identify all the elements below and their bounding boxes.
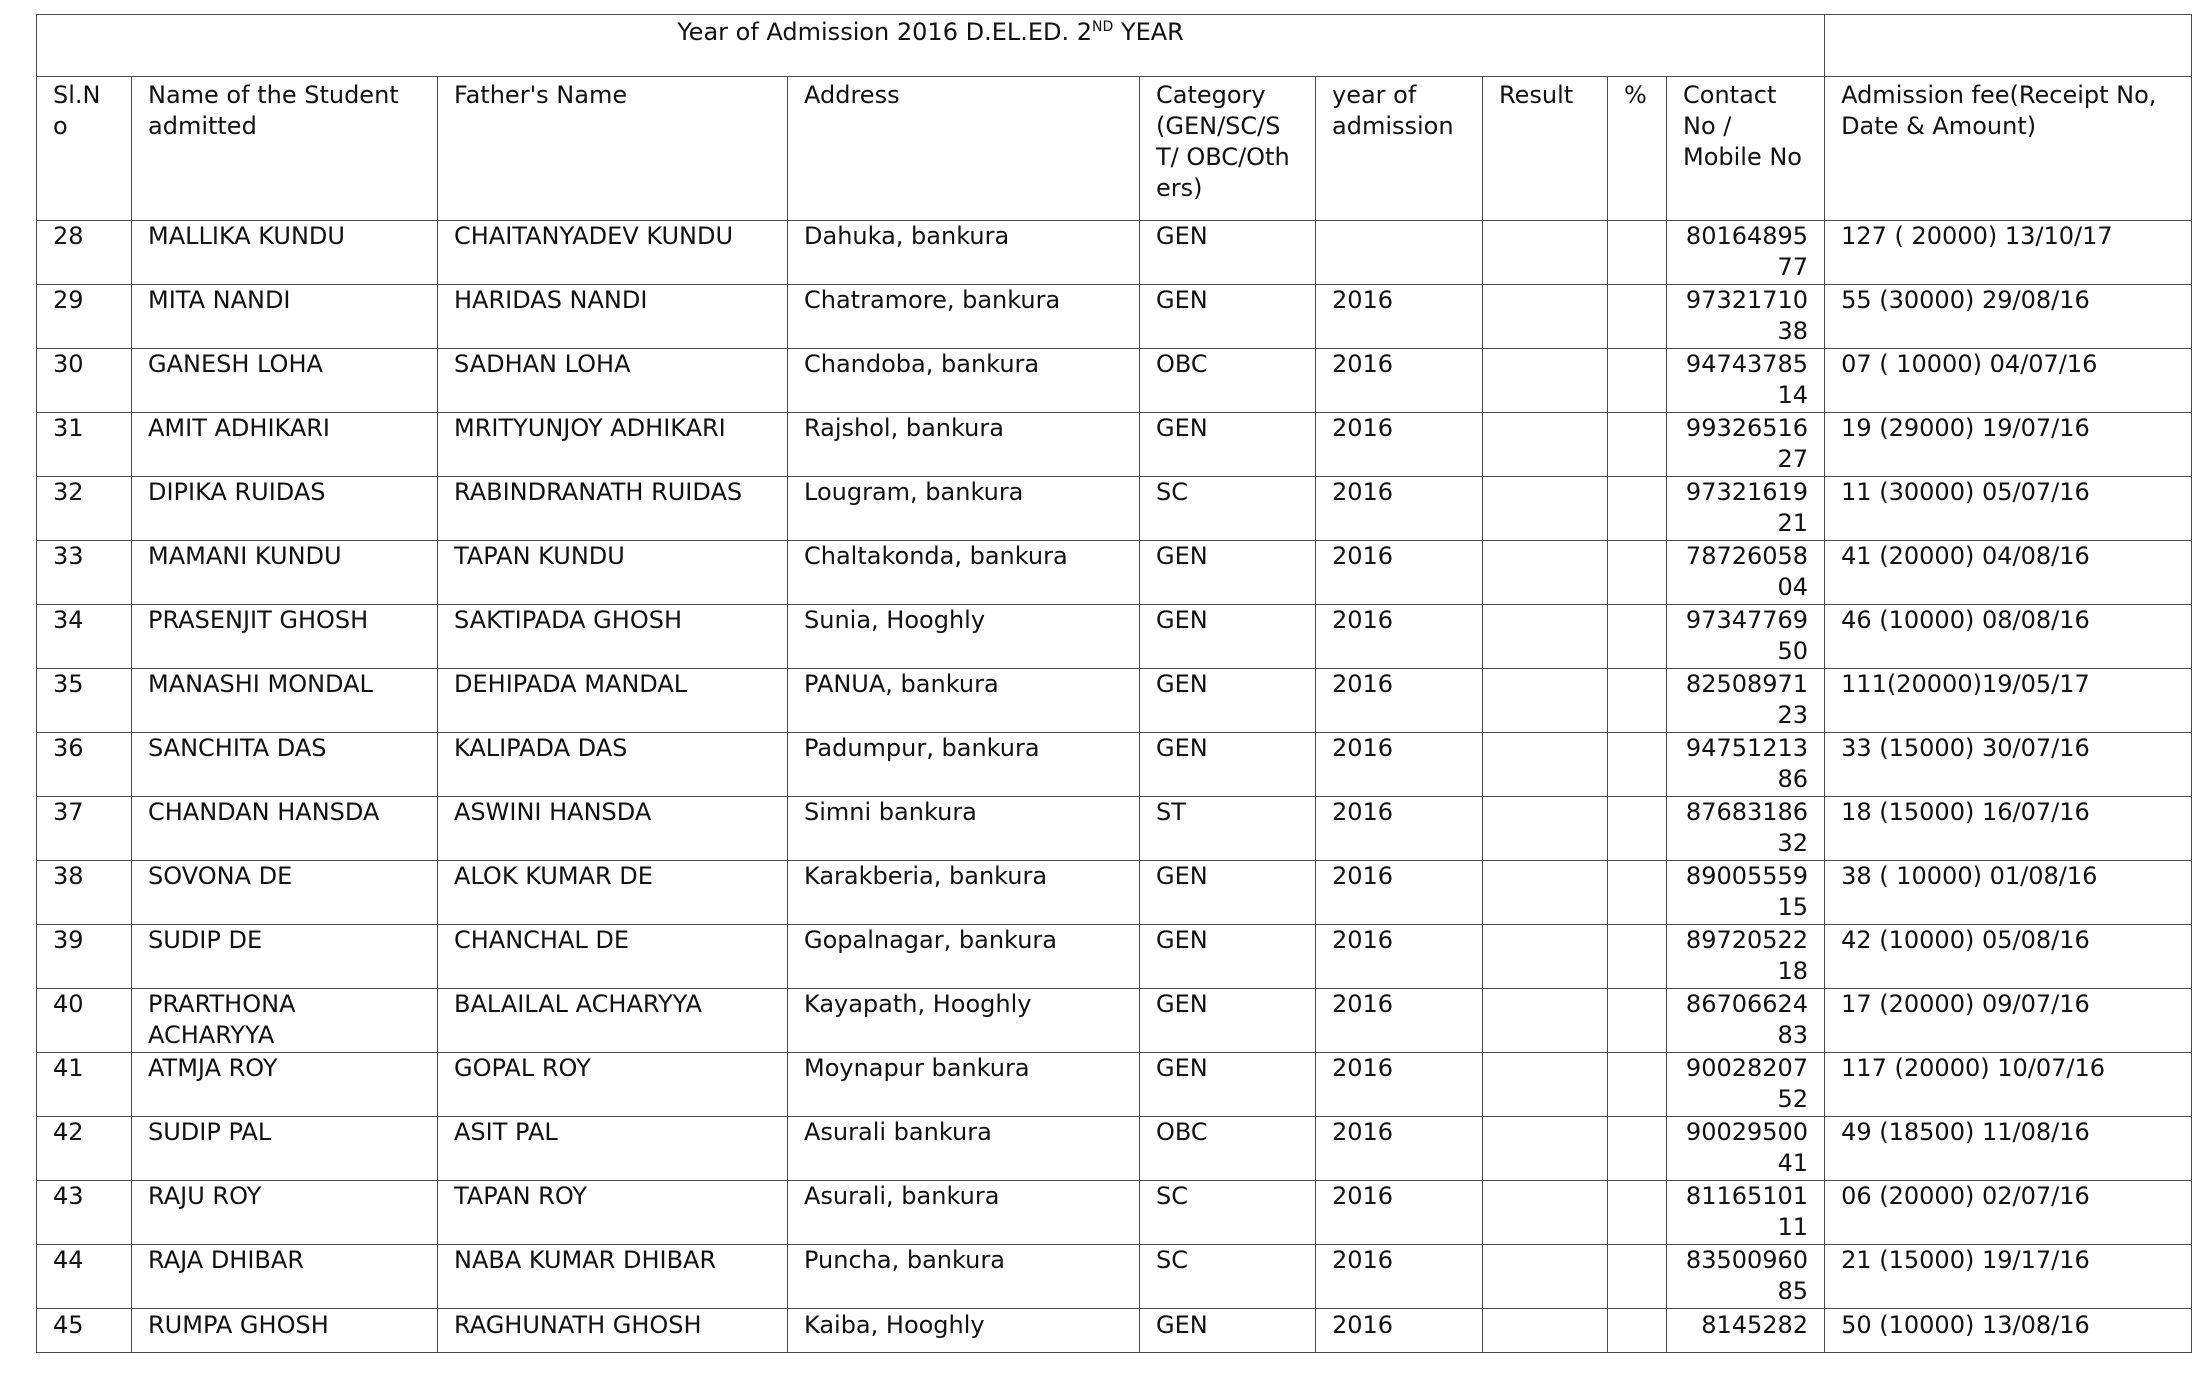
cell-category: OBC	[1140, 1117, 1316, 1181]
cell-category: GEN	[1140, 1309, 1316, 1353]
cell-result	[1483, 925, 1608, 989]
cell-sl: 34	[37, 605, 132, 669]
cell-percent	[1608, 925, 1667, 989]
cell-address: Asurali, bankura	[788, 1181, 1140, 1245]
title-blank-cell	[1825, 15, 2192, 77]
cell-student-name: SUDIP DE	[132, 925, 438, 989]
header-father: Father's Name	[438, 77, 788, 221]
cell-result	[1483, 733, 1608, 797]
cell-address: Rajshol, bankura	[788, 413, 1140, 477]
cell-sl: 31	[37, 413, 132, 477]
cell-contact: 8768318632	[1667, 797, 1825, 861]
cell-student-name: ATMJA ROY	[132, 1053, 438, 1117]
cell-category: OBC	[1140, 349, 1316, 413]
table-row	[37, 541, 2192, 605]
cell-student-name: SOVONA DE	[132, 861, 438, 925]
cell-percent	[1608, 797, 1667, 861]
cell-student-name: DIPIKA RUIDAS	[132, 477, 438, 541]
cell-father-name: ASIT PAL	[438, 1117, 788, 1181]
cell-address: Chandoba, bankura	[788, 349, 1140, 413]
cell-father-name: SADHAN LOHA	[438, 349, 788, 413]
cell-address: Lougram, bankura	[788, 477, 1140, 541]
cell-year: 2016	[1316, 925, 1483, 989]
cell-admission-fee: 38 ( 10000) 01/08/16	[1825, 861, 2192, 925]
cell-percent	[1608, 1309, 1667, 1353]
cell-father-name: KALIPADA DAS	[438, 733, 788, 797]
table-row	[37, 285, 2192, 349]
cell-address: Simni bankura	[788, 797, 1140, 861]
cell-student-name: MANASHI MONDAL	[132, 669, 438, 733]
cell-year: 2016	[1316, 1245, 1483, 1309]
table-row	[37, 349, 2192, 413]
cell-result	[1483, 477, 1608, 541]
cell-father-name: ASWINI HANSDA	[438, 797, 788, 861]
cell-result	[1483, 989, 1608, 1053]
cell-year: 2016	[1316, 1117, 1483, 1181]
cell-admission-fee: 111(20000)19/05/17	[1825, 669, 2192, 733]
cell-father-name: ALOK KUMAR DE	[438, 861, 788, 925]
cell-student-name: MITA NANDI	[132, 285, 438, 349]
cell-address: Padumpur, bankura	[788, 733, 1140, 797]
cell-student-name: AMIT ADHIKARI	[132, 413, 438, 477]
cell-student-name: RAJU ROY	[132, 1181, 438, 1245]
cell-father-name: CHAITANYADEV KUNDU	[438, 221, 788, 285]
cell-year: 2016	[1316, 477, 1483, 541]
header-category: Category (GEN/SC/ST/ OBC/Others)	[1140, 77, 1316, 221]
cell-admission-fee: 50 (10000) 13/08/16	[1825, 1309, 2192, 1353]
cell-percent	[1608, 349, 1667, 413]
cell-percent	[1608, 669, 1667, 733]
cell-year: 2016	[1316, 413, 1483, 477]
cell-contact: 8116510111	[1667, 1181, 1825, 1245]
cell-result	[1483, 541, 1608, 605]
cell-father-name: SAKTIPADA GHOSH	[438, 605, 788, 669]
cell-student-name: PRARTHONA ACHARYYA	[132, 989, 438, 1053]
cell-father-name: NABA KUMAR DHIBAR	[438, 1245, 788, 1309]
cell-contact: 8145282	[1667, 1309, 1825, 1353]
cell-result	[1483, 413, 1608, 477]
cell-address: Kayapath, Hooghly	[788, 989, 1140, 1053]
cell-percent	[1608, 605, 1667, 669]
cell-sl: 42	[37, 1117, 132, 1181]
cell-year: 2016	[1316, 733, 1483, 797]
cell-result	[1483, 349, 1608, 413]
cell-year: 2016	[1316, 989, 1483, 1053]
cell-contact: 8900555915	[1667, 861, 1825, 925]
cell-address: PANUA, bankura	[788, 669, 1140, 733]
cell-result	[1483, 1117, 1608, 1181]
cell-sl: 36	[37, 733, 132, 797]
cell-contact: 8016489577	[1667, 221, 1825, 285]
cell-percent	[1608, 1053, 1667, 1117]
table-row	[37, 797, 2192, 861]
cell-contact: 9475121386	[1667, 733, 1825, 797]
cell-address: Gopalnagar, bankura	[788, 925, 1140, 989]
cell-percent	[1608, 413, 1667, 477]
cell-admission-fee: 41 (20000) 04/08/16	[1825, 541, 2192, 605]
cell-category: ST	[1140, 797, 1316, 861]
cell-sl: 28	[37, 221, 132, 285]
cell-student-name: MAMANI KUNDU	[132, 541, 438, 605]
cell-sl: 38	[37, 861, 132, 925]
table-row	[37, 989, 2192, 1053]
cell-category: SC	[1140, 1245, 1316, 1309]
cell-percent	[1608, 1245, 1667, 1309]
cell-admission-fee: 46 (10000) 08/08/16	[1825, 605, 2192, 669]
cell-sl: 40	[37, 989, 132, 1053]
cell-contact: 8350096085	[1667, 1245, 1825, 1309]
cell-contact: 8250897123	[1667, 669, 1825, 733]
cell-student-name: RAJA DHIBAR	[132, 1245, 438, 1309]
cell-address: Dahuka, bankura	[788, 221, 1140, 285]
cell-category: GEN	[1140, 925, 1316, 989]
cell-address: Puncha, bankura	[788, 1245, 1140, 1309]
table-row	[37, 925, 2192, 989]
header-contact: Contact No / Mobile No	[1667, 77, 1825, 221]
cell-category: GEN	[1140, 861, 1316, 925]
header-result: Result	[1483, 77, 1608, 221]
cell-address: Sunia, Hooghly	[788, 605, 1140, 669]
cell-address: Karakberia, bankura	[788, 861, 1140, 925]
cell-sl: 44	[37, 1245, 132, 1309]
cell-father-name: DEHIPADA MANDAL	[438, 669, 788, 733]
cell-category: GEN	[1140, 221, 1316, 285]
cell-admission-fee: 42 (10000) 05/08/16	[1825, 925, 2192, 989]
cell-admission-fee: 21 (15000) 19/17/16	[1825, 1245, 2192, 1309]
table-row	[37, 477, 2192, 541]
cell-sl: 37	[37, 797, 132, 861]
cell-student-name: GANESH LOHA	[132, 349, 438, 413]
cell-sl: 45	[37, 1309, 132, 1353]
cell-year: 2016	[1316, 861, 1483, 925]
cell-admission-fee: 49 (18500) 11/08/16	[1825, 1117, 2192, 1181]
cell-address: Asurali bankura	[788, 1117, 1140, 1181]
cell-percent	[1608, 541, 1667, 605]
cell-sl: 43	[37, 1181, 132, 1245]
cell-result	[1483, 605, 1608, 669]
cell-year: 2016	[1316, 1181, 1483, 1245]
table-row	[37, 1309, 2192, 1353]
header-row	[37, 77, 2192, 221]
cell-address: Moynapur bankura	[788, 1053, 1140, 1117]
cell-year: 2016	[1316, 669, 1483, 733]
header-fee: Admission fee(Receipt No, Date & Amount)	[1825, 77, 2192, 221]
cell-category: GEN	[1140, 285, 1316, 349]
header-address: Address	[788, 77, 1140, 221]
cell-result	[1483, 861, 1608, 925]
cell-category: GEN	[1140, 669, 1316, 733]
cell-result	[1483, 285, 1608, 349]
cell-sl: 41	[37, 1053, 132, 1117]
cell-student-name: SANCHITA DAS	[132, 733, 438, 797]
cell-year: 2016	[1316, 797, 1483, 861]
cell-year: 2016	[1316, 541, 1483, 605]
cell-category: SC	[1140, 1181, 1316, 1245]
cell-contact: 7872605804	[1667, 541, 1825, 605]
cell-category: GEN	[1140, 733, 1316, 797]
cell-contact: 9474378514	[1667, 349, 1825, 413]
table-row	[37, 1117, 2192, 1181]
cell-category: GEN	[1140, 605, 1316, 669]
table-row	[37, 669, 2192, 733]
cell-year: 2016	[1316, 349, 1483, 413]
cell-year: 2016	[1316, 285, 1483, 349]
cell-contact: 9002820752	[1667, 1053, 1825, 1117]
admission-table	[36, 14, 2192, 1353]
cell-sl: 35	[37, 669, 132, 733]
title-superscript: ND	[1092, 19, 1114, 35]
cell-father-name: MRITYUNJOY ADHIKARI	[438, 413, 788, 477]
cell-category: GEN	[1140, 541, 1316, 605]
table-row	[37, 1181, 2192, 1245]
cell-student-name: RUMPA GHOSH	[132, 1309, 438, 1353]
cell-percent	[1608, 1181, 1667, 1245]
cell-admission-fee: 18 (15000) 16/07/16	[1825, 797, 2192, 861]
cell-sl: 33	[37, 541, 132, 605]
cell-address: Chaltakonda, bankura	[788, 541, 1140, 605]
cell-result	[1483, 1053, 1608, 1117]
cell-percent	[1608, 221, 1667, 285]
cell-address: Kaiba, Hooghly	[788, 1309, 1140, 1353]
table-row	[37, 605, 2192, 669]
cell-year: 2016	[1316, 605, 1483, 669]
cell-result	[1483, 221, 1608, 285]
cell-father-name: HARIDAS NANDI	[438, 285, 788, 349]
cell-contact: 9732171038	[1667, 285, 1825, 349]
table-row	[37, 861, 2192, 925]
cell-address: Chatramore, bankura	[788, 285, 1140, 349]
cell-admission-fee: 07 ( 10000) 04/07/16	[1825, 349, 2192, 413]
cell-percent	[1608, 285, 1667, 349]
cell-father-name: CHANCHAL DE	[438, 925, 788, 989]
cell-result	[1483, 1309, 1608, 1353]
cell-admission-fee: 55 (30000) 29/08/16	[1825, 285, 2192, 349]
header-sl: Sl.No	[37, 77, 132, 221]
cell-student-name: PRASENJIT GHOSH	[132, 605, 438, 669]
cell-percent	[1608, 733, 1667, 797]
cell-contact: 9002950041	[1667, 1117, 1825, 1181]
header-year: year of admission	[1316, 77, 1483, 221]
cell-contact: 9732161921	[1667, 477, 1825, 541]
cell-year	[1316, 221, 1483, 285]
table-row	[37, 1053, 2192, 1117]
cell-father-name: GOPAL ROY	[438, 1053, 788, 1117]
header-name: Name of the Student admitted	[132, 77, 438, 221]
cell-student-name: CHANDAN HANSDA	[132, 797, 438, 861]
cell-sl: 39	[37, 925, 132, 989]
cell-admission-fee: 127 ( 20000) 13/10/17	[1825, 221, 2192, 285]
cell-category: GEN	[1140, 1053, 1316, 1117]
cell-contact: 9734776950	[1667, 605, 1825, 669]
cell-father-name: TAPAN KUNDU	[438, 541, 788, 605]
cell-admission-fee: 06 (20000) 02/07/16	[1825, 1181, 2192, 1245]
table-row	[37, 413, 2192, 477]
cell-sl: 32	[37, 477, 132, 541]
cell-contact: 9932651627	[1667, 413, 1825, 477]
cell-category: GEN	[1140, 413, 1316, 477]
table-title: Year of Admission 2016 D.EL.ED. 2ND YEAR	[37, 15, 1825, 77]
table-row	[37, 1245, 2192, 1309]
cell-student-name: SUDIP PAL	[132, 1117, 438, 1181]
cell-sl: 29	[37, 285, 132, 349]
cell-contact: 8670662483	[1667, 989, 1825, 1053]
cell-percent	[1608, 477, 1667, 541]
cell-contact: 8972052218	[1667, 925, 1825, 989]
cell-result	[1483, 669, 1608, 733]
cell-category: SC	[1140, 477, 1316, 541]
cell-year: 2016	[1316, 1053, 1483, 1117]
cell-category: GEN	[1140, 989, 1316, 1053]
cell-result	[1483, 1245, 1608, 1309]
cell-admission-fee: 33 (15000) 30/07/16	[1825, 733, 2192, 797]
cell-result	[1483, 1181, 1608, 1245]
cell-student-name: MALLIKA KUNDU	[132, 221, 438, 285]
cell-result	[1483, 797, 1608, 861]
cell-admission-fee: 17 (20000) 09/07/16	[1825, 989, 2192, 1053]
cell-percent	[1608, 861, 1667, 925]
cell-admission-fee: 11 (30000) 05/07/16	[1825, 477, 2192, 541]
cell-sl: 30	[37, 349, 132, 413]
table-row	[37, 733, 2192, 797]
cell-percent	[1608, 1117, 1667, 1181]
title-row	[37, 15, 2192, 77]
cell-admission-fee: 19 (29000) 19/07/16	[1825, 413, 2192, 477]
cell-admission-fee: 117 (20000) 10/07/16	[1825, 1053, 2192, 1117]
cell-father-name: BALAILAL ACHARYYA	[438, 989, 788, 1053]
cell-year: 2016	[1316, 1309, 1483, 1353]
table-row	[37, 221, 2192, 285]
cell-father-name: RAGHUNATH GHOSH	[438, 1309, 788, 1353]
cell-father-name: TAPAN ROY	[438, 1181, 788, 1245]
cell-percent	[1608, 989, 1667, 1053]
cell-father-name: RABINDRANATH RUIDAS	[438, 477, 788, 541]
header-percent: %	[1608, 77, 1667, 221]
